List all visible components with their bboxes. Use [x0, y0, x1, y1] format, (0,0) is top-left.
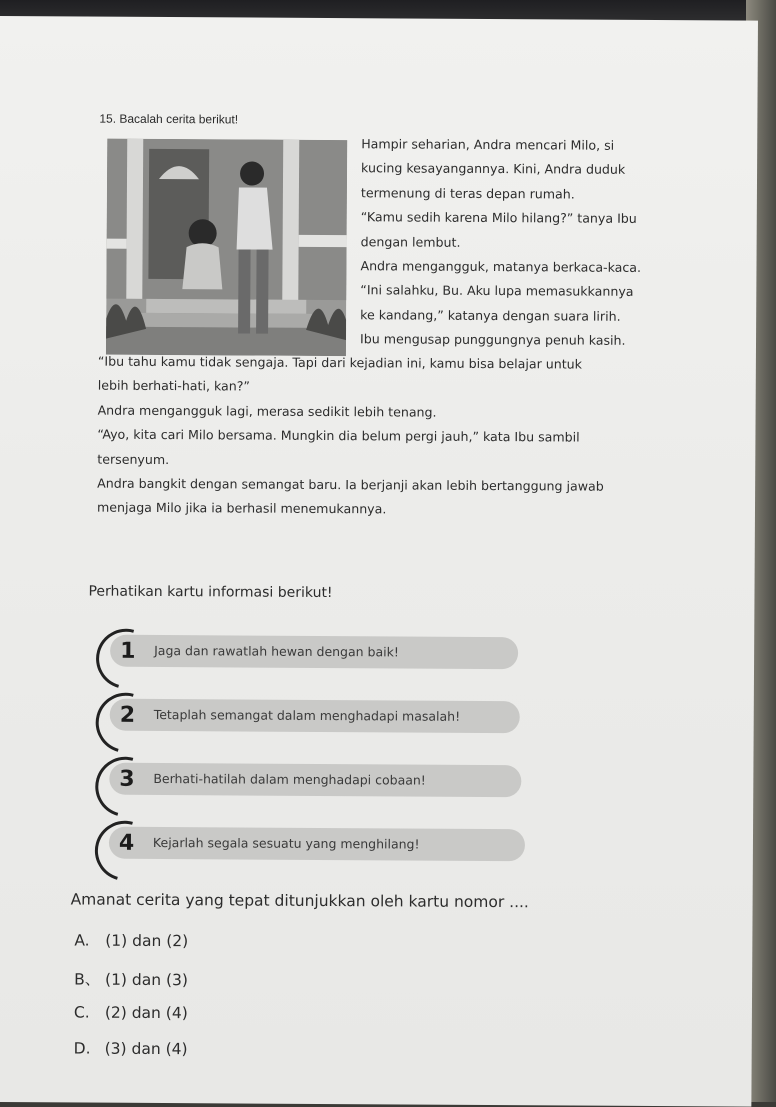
story-line: lebih berhati-hati, kan?”	[97, 378, 251, 394]
story-line: kucing kesayangannya. Kini, Andra duduk	[361, 160, 626, 178]
question-text: Amanat cerita yang tepat ditunjukkan oleh kartu nomor ....	[70, 890, 529, 912]
card-number: 1	[120, 638, 136, 664]
story-line: “Ini salahku, Bu. Aku lupa memasukkannya	[360, 282, 634, 300]
option-text: (1) dan (2)	[105, 931, 189, 951]
option-letter: A.	[74, 931, 90, 950]
cards-intro: Perhatikan kartu informasi berikut!	[88, 583, 333, 602]
card-text: Berhati-hatilah dalam menghadapi cobaan!	[153, 770, 426, 788]
info-card-1	[96, 629, 536, 682]
option-letter: C.	[73, 1003, 90, 1022]
option-c[interactable]	[74, 1003, 188, 1040]
card-text: Jaga dan rawatlah hewan dengan baik!	[154, 642, 399, 660]
info-cards	[95, 629, 537, 888]
answer-options	[74, 931, 189, 1076]
story-line: ke kandang,” katanya dengan suara lirih.	[360, 307, 621, 324]
info-card-3	[95, 757, 535, 810]
option-d[interactable]	[74, 1039, 188, 1076]
story-line: Hampir seharian, Andra mencari Milo, si	[361, 136, 615, 153]
worksheet-page	[0, 16, 758, 1107]
story-line: Andra mengangguk, matanya berkaca-kaca.	[360, 258, 642, 275]
card-number: 3	[119, 766, 135, 792]
story-line: termenung di teras depan rumah.	[360, 185, 575, 202]
story-line: menjaga Milo jika ia berhasil menemukannya.	[96, 500, 387, 517]
story-line: “Ibu tahu kamu tidak sengaja. Tapi dari kejadian ini, kamu bisa belajar untuk	[97, 353, 583, 372]
card-text: Kejarlah segala sesuatu yang menghilang!	[152, 834, 420, 852]
story-line: dengan lembut.	[360, 233, 461, 250]
story-text-full	[97, 350, 702, 525]
card-text: Tetaplah semangat dalam menghadapi masalah!	[153, 706, 461, 724]
story-line: Andra mengangguk lagi, merasa sedikit lebih tenang.	[97, 402, 437, 420]
option-letter: B、	[74, 970, 101, 989]
story-text-right	[360, 132, 691, 354]
story-line: Andra bangkit dengan semangat baru. Ia berjanji akan lebih bertanggung jawab	[97, 475, 604, 494]
question-header: 15. Bacalah cerita berikut!	[99, 111, 239, 127]
option-a[interactable]	[74, 931, 188, 968]
story-line: “Ayo, kita cari Milo bersama. Mungkin dia belum pergi jauh,” kata Ibu sambil	[97, 426, 580, 445]
card-number: 2	[119, 702, 136, 728]
option-b[interactable]	[74, 967, 188, 1004]
info-card-2	[96, 693, 536, 746]
option-text: (1) dan (3)	[104, 970, 189, 990]
story-line: Ibu mengusap punggungnya penuh kasih.	[359, 331, 626, 349]
option-letter: D.	[73, 1039, 91, 1058]
option-text: (3) dan (4)	[104, 1039, 188, 1059]
story-line: tersenyum.	[97, 451, 170, 467]
card-number: 4	[118, 830, 135, 856]
story-line: “Kamu sedih karena Milo hilang?” tanya Ibu	[360, 209, 637, 227]
info-card-4	[95, 821, 535, 874]
story-illustration	[106, 139, 347, 356]
option-text: (2) dan (4)	[104, 1003, 188, 1023]
